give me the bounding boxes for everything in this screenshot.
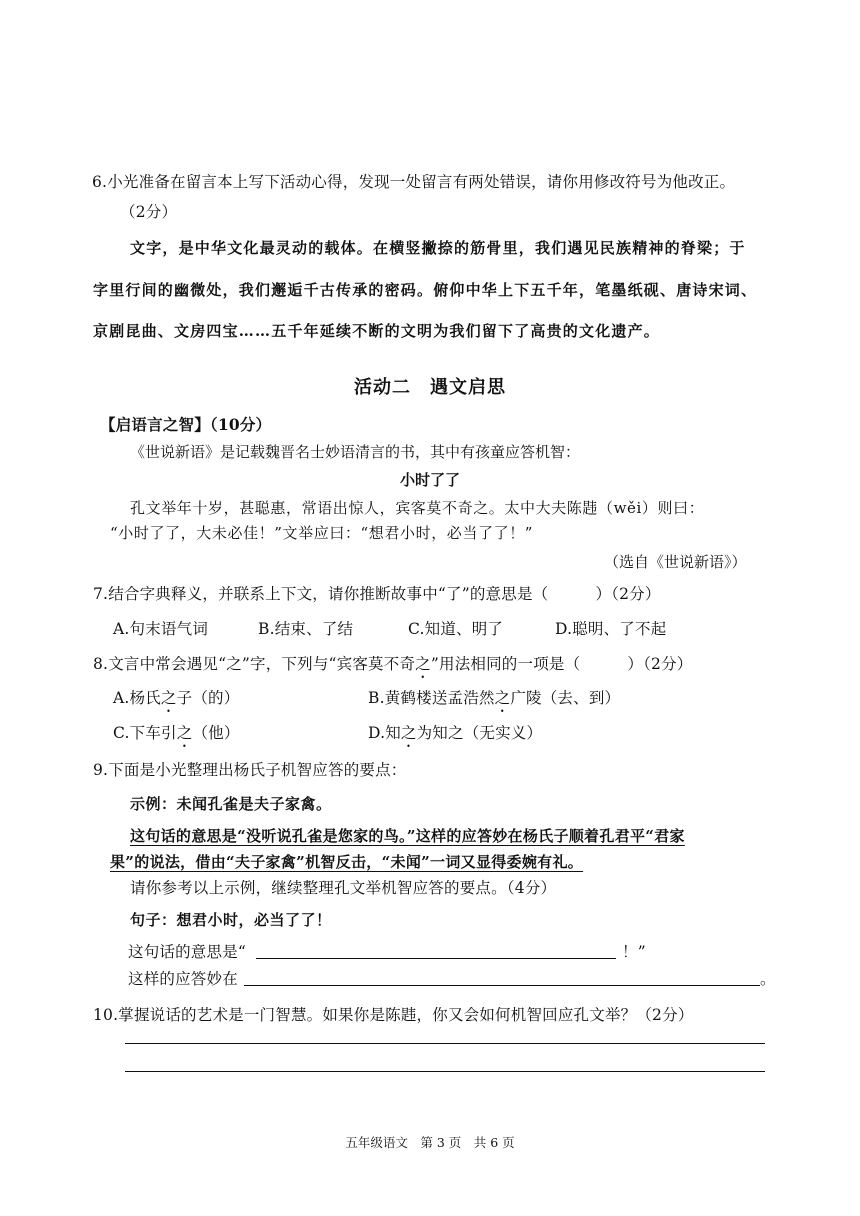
q6-stem: 6.小光准备在留言本上写下活动心得，发现一处留言有两处错误，请你用修改符号为他改正。 xyxy=(92,173,736,191)
q8-stem xyxy=(93,652,693,682)
q10-answer-line-2[interactable] xyxy=(125,1071,765,1072)
q8-option-b-pre: B.黄鹤楼送孟浩然 xyxy=(368,689,495,707)
q9-example: 示例：未闻孔雀是夫子家禽。 xyxy=(130,795,332,813)
section-label: 【启语言之智】（10分） xyxy=(100,415,272,434)
q9-example-line-1: 这句话的意思是“没听说孔雀是您家的鸟。”这样的应答妙在杨氏子顺着孔君平“君家 xyxy=(130,827,685,845)
q8-option-a xyxy=(113,686,239,716)
q8-option-d-dotted: 之 xyxy=(400,724,417,742)
activity-title: 活动二 遇文启思 xyxy=(354,377,506,398)
q9-meaning-prefix: 这句话的意思是“ xyxy=(128,943,247,961)
q10-stem: 10.掌握说话的艺术是一门智慧。如果你是陈韪，你又会如何机智回应孔文举？（2分） xyxy=(93,1006,694,1024)
story-title: 小时了了 xyxy=(399,471,460,489)
q8-option-b-post: 广陵（去、到） xyxy=(510,689,621,707)
q9-wonderful-prefix: 这样的应答妙在 xyxy=(128,970,238,988)
q7-stem: 7.结合字典释义，并联系上下文，请你推断故事中“了”的意思是（ ）（2分） xyxy=(93,585,661,603)
q7-option-b: B.结束、了结 xyxy=(258,620,354,638)
q6-passage-line-2: 字里行间的幽微处，我们邂逅千古传承的密码。俯仰中华上下五千年，笔墨纸砚、唐诗宋词、 xyxy=(93,281,758,299)
q8-option-d xyxy=(368,721,542,751)
q9-sentence: 句子：想君小时，必当了了！ xyxy=(130,911,332,929)
q8-option-d-post: 为知之（无实义） xyxy=(416,724,543,742)
q8-option-c-dotted: 之 xyxy=(176,724,193,742)
q8-option-b xyxy=(368,686,620,716)
page-footer: 五年级语文 第 3 页 共 6 页 xyxy=(345,1135,515,1150)
q6-passage-line-1: 文字，是中华文化最灵动的载体。在横竖撇捺的筋骨里，我们遇见民族精神的脊梁；于 xyxy=(130,239,746,257)
q8-option-c xyxy=(113,721,240,751)
q8-stem-text-pre: 8.文言中常会遇见“之”字，下列与“宾客莫不奇 xyxy=(93,655,416,673)
q9-meaning-suffix: ！” xyxy=(622,943,646,961)
story-line-1: 孔文举年十岁，甚聪惠，常语出惊人，宾客莫不奇之。太中大夫陈韪（wěi）则曰： xyxy=(130,499,705,517)
q8-option-d-pre: D.知 xyxy=(368,724,401,742)
q8-option-b-dotted: 之 xyxy=(494,689,511,707)
story-line-2: “小时了了，大未必佳！”文举应曰：“想君小时，必当了了！” xyxy=(110,524,534,542)
q6-passage-line-3: 京剧昆曲、文房四宝……五千年延续不断的文明为我们留下了高贵的文化遗产。 xyxy=(93,322,661,340)
q8-option-a-dotted: 之 xyxy=(160,689,177,707)
q8-stem-text-post: ”用法相同的一项是（ ）（2分） xyxy=(430,655,693,673)
q7-option-d: D.聪明、了不起 xyxy=(555,620,667,638)
q7-option-a: A.句末语气词 xyxy=(113,620,209,638)
q9-meaning-blank[interactable] xyxy=(256,958,616,959)
q9-stem: 9.下面是小光整理出杨氏子机智应答的要点： xyxy=(93,761,407,779)
q9-example-line-2: 果”的说法，借由“夫子家禽”机智反击，“未闻”一词又显得委婉有礼。 xyxy=(110,853,584,871)
q10-answer-line-1[interactable] xyxy=(125,1043,765,1044)
q8-option-c-pre: C.下车引 xyxy=(113,724,177,742)
q8-option-c-post: （他） xyxy=(192,724,240,742)
q8-option-a-pre: A.杨氏 xyxy=(113,689,161,707)
section-intro: 《世说新语》是记载魏晋名士妙语清言的书，其中有孩童应答机智： xyxy=(130,443,581,461)
q9-wonderful-blank[interactable] xyxy=(244,985,760,986)
q9-period: 。 xyxy=(760,970,776,988)
q8-stem-dotted-char: 之 xyxy=(415,655,431,673)
q9-instruction: 请你参考以上示例，继续整理孔文举机智应答的要点。（4分） xyxy=(130,879,557,897)
q6-points: （2分） xyxy=(120,203,178,221)
q7-option-c: C.知道、明了 xyxy=(408,620,504,638)
story-source: （选自《世说新语》） xyxy=(604,553,747,571)
q8-option-a-post: 子（的） xyxy=(176,689,240,707)
